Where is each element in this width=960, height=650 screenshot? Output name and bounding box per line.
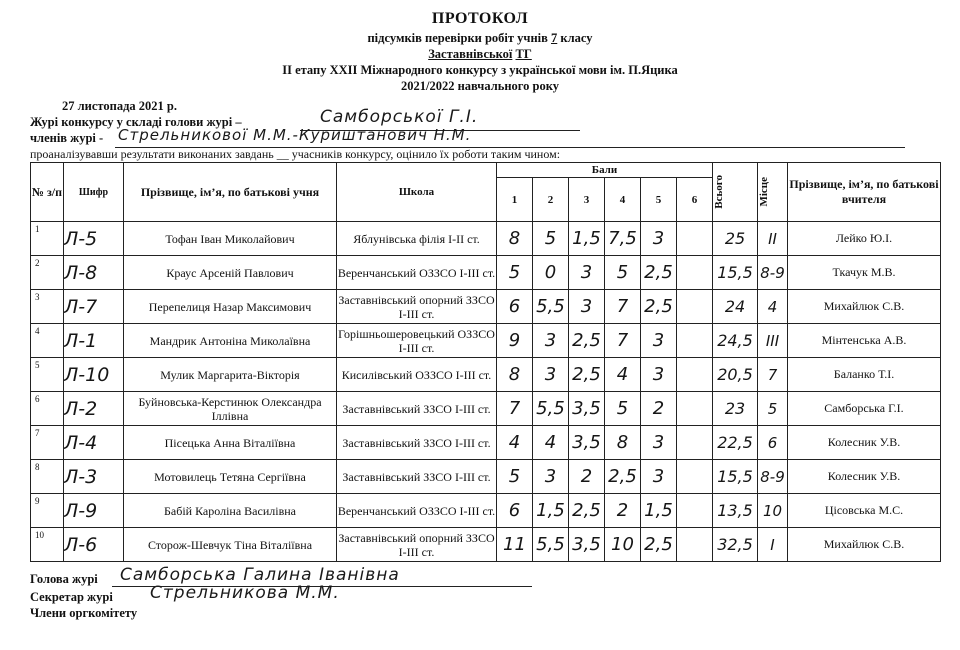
row-school: Заставнівський ЗЗСО І-ІІІ ст.: [337, 392, 497, 426]
row-score-1-value: 5: [508, 262, 521, 283]
row-number-value: 8: [35, 462, 40, 472]
row-score-4-value: 8: [616, 432, 629, 453]
table-row: [31, 324, 941, 358]
row-score-1-value: 11: [503, 534, 526, 555]
results-table-body: [31, 222, 941, 562]
row-score-1: [497, 460, 533, 494]
row-score-6: [677, 426, 713, 460]
row-total: [713, 324, 758, 358]
row-number: [31, 290, 64, 324]
row-score-3-value: 3: [580, 262, 593, 283]
header-score-2: 2: [533, 178, 569, 222]
row-cipher-value: Л-5: [64, 227, 98, 250]
header-score-5: 5: [641, 178, 677, 222]
row-cipher-value: Л-6: [64, 533, 98, 556]
row-score-6: [677, 256, 713, 290]
header-score-1: 1: [497, 178, 533, 222]
results-table: [30, 162, 941, 562]
header-score-6: 6: [677, 178, 713, 222]
row-student-name: Перепелиця Назар Максимович: [124, 290, 337, 324]
row-place: [758, 256, 788, 290]
row-place-value: 10: [762, 501, 783, 520]
row-score-3-value: 2,5: [572, 500, 601, 521]
row-place: [758, 222, 788, 256]
row-place: [758, 290, 788, 324]
row-school: Веренчанський ОЗЗСО І-ІІІ ст.: [337, 494, 497, 528]
protocol-date: 27 листопада 2021 р.: [62, 99, 177, 113]
row-score-5-value: 2,5: [644, 262, 673, 283]
row-student-name: Мандрик Антоніна Миколаївна: [124, 324, 337, 358]
community-line: [0, 47, 960, 62]
row-score-1: [497, 290, 533, 324]
row-score-4: [605, 222, 641, 256]
table-row: [31, 222, 941, 256]
row-number: [31, 256, 64, 290]
row-score-3-value: 2,5: [572, 330, 601, 351]
row-score-2: [533, 256, 569, 290]
contest-stage: ІІ етапу ХХІІ Міжнародного конкурсу з української мови ім. П.Яцика: [282, 63, 678, 77]
row-score-3-value: 2: [580, 466, 593, 487]
row-score-1-value: 8: [508, 364, 521, 385]
row-score-4-value: 4: [616, 364, 629, 385]
row-total: [713, 528, 758, 562]
row-place-value: 8-9: [760, 263, 785, 282]
row-score-2-value: 0: [544, 262, 557, 283]
row-score-4: [605, 494, 641, 528]
row-score-5: [641, 460, 677, 494]
row-score-3: [569, 256, 605, 290]
row-score-3: [569, 460, 605, 494]
row-number: [31, 324, 64, 358]
subtitle-suffix: класу: [560, 31, 593, 45]
row-score-5: [641, 290, 677, 324]
row-score-1-value: 9: [508, 330, 521, 351]
row-school: Кисилівський ОЗЗСО І-ІІІ ст.: [337, 358, 497, 392]
row-score-4-value: 5: [616, 398, 629, 419]
row-teacher: Ткачук М.В.: [788, 256, 941, 290]
table-row: [31, 392, 941, 426]
row-score-2-value: 5,5: [536, 398, 565, 419]
row-student-name: Бабій Кароліна Василівна: [124, 494, 337, 528]
row-number-value: 5: [35, 360, 40, 370]
row-score-4: [605, 392, 641, 426]
row-place-value: 8-9: [760, 467, 785, 486]
row-score-5-value: 2,5: [644, 534, 673, 555]
row-score-3-value: 1,5: [572, 228, 601, 249]
row-total-value: 25: [724, 229, 746, 248]
table-row: [31, 290, 941, 324]
row-score-2-value: 1,5: [536, 500, 565, 521]
table-row: [31, 358, 941, 392]
row-total: [713, 392, 758, 426]
row-score-5: [641, 528, 677, 562]
row-score-1: [497, 256, 533, 290]
row-number-value: 4: [35, 326, 40, 336]
row-score-3-value: 2,5: [572, 364, 601, 385]
row-total-value: 20,5: [717, 365, 753, 384]
row-score-4: [605, 426, 641, 460]
row-number-value: 1: [35, 224, 40, 234]
row-cipher: [64, 222, 124, 256]
row-place: [758, 494, 788, 528]
row-score-2: [533, 426, 569, 460]
row-score-5-value: 2: [652, 398, 665, 419]
row-score-1-value: 8: [508, 228, 521, 249]
row-teacher: Цісовська М.С.: [788, 494, 941, 528]
row-score-4-value: 10: [611, 534, 634, 555]
row-cipher: [64, 528, 124, 562]
row-score-4: [605, 324, 641, 358]
row-score-1: [497, 426, 533, 460]
header-scores: Бали: [497, 163, 713, 178]
row-number: [31, 494, 64, 528]
row-cipher: [64, 290, 124, 324]
row-school: Веренчанський ОЗЗСО І-ІІІ ст.: [337, 256, 497, 290]
row-total-value: 13,5: [717, 501, 753, 520]
row-teacher: Михайлюк С.В.: [788, 290, 941, 324]
row-score-3: [569, 494, 605, 528]
document-title: ПРОТОКОЛ: [431, 10, 529, 27]
row-place: [758, 358, 788, 392]
row-score-5-value: 3: [652, 364, 665, 385]
row-teacher: Самборська Г.І.: [788, 392, 941, 426]
row-school: Горішньошеровецький ОЗЗСО І-ІІІ ст.: [337, 324, 497, 358]
header-place-label: Місце: [758, 177, 770, 207]
row-score-5-value: 2,5: [644, 296, 673, 317]
row-score-3-value: 3,5: [572, 432, 601, 453]
row-score-1: [497, 528, 533, 562]
row-score-2: [533, 290, 569, 324]
row-score-1: [497, 494, 533, 528]
row-place: [758, 528, 788, 562]
row-school: Заставнівський ЗЗСО І-ІІІ ст.: [337, 460, 497, 494]
row-score-1-value: 6: [508, 500, 521, 521]
row-score-6: [677, 324, 713, 358]
row-number-value: 2: [35, 258, 40, 268]
footer-head-label: Голова журі: [30, 572, 98, 586]
row-cipher: [64, 256, 124, 290]
row-score-4-value: 7: [616, 330, 629, 351]
academic-year: 2021/2022 навчального року: [400, 79, 560, 93]
row-cipher-value: Л-2: [64, 397, 98, 420]
row-number: [31, 358, 64, 392]
row-place: [758, 460, 788, 494]
footer-head-handwriting: Самборська Галина Іванівна: [120, 565, 400, 585]
row-number: [31, 392, 64, 426]
row-total-value: 15,5: [717, 467, 753, 486]
table-row: [31, 528, 941, 562]
table-row: [31, 460, 941, 494]
row-score-1-value: 4: [508, 432, 521, 453]
row-score-5: [641, 426, 677, 460]
row-student-name: Краус Арсеній Павлович: [124, 256, 337, 290]
row-cipher-value: Л-1: [64, 329, 98, 352]
row-score-4: [605, 460, 641, 494]
row-score-5-value: 3: [652, 466, 665, 487]
row-cipher-value: Л-4: [64, 431, 98, 454]
header-score-4: 4: [605, 178, 641, 222]
row-score-5: [641, 222, 677, 256]
row-cipher: [64, 460, 124, 494]
row-score-4-value: 7,5: [608, 228, 637, 249]
row-score-5-value: 3: [652, 432, 665, 453]
row-score-2: [533, 222, 569, 256]
row-cipher-value: Л-9: [64, 499, 98, 522]
row-total-value: 24,5: [717, 331, 753, 350]
row-score-3: [569, 290, 605, 324]
row-teacher: Мінтенська А.В.: [788, 324, 941, 358]
row-score-2: [533, 324, 569, 358]
row-score-5-value: 3: [652, 228, 665, 249]
row-score-6: [677, 392, 713, 426]
row-score-3-value: 3,5: [572, 398, 601, 419]
row-score-5: [641, 256, 677, 290]
row-student-name: Буйновська-Керстинюк Олександра Іллівна: [124, 392, 337, 426]
row-score-3: [569, 392, 605, 426]
row-total-value: 23: [724, 399, 746, 418]
row-score-2: [533, 528, 569, 562]
header-student: Прізвище, ім’я, по батькові учня: [124, 163, 337, 222]
row-number: [31, 426, 64, 460]
row-score-3: [569, 426, 605, 460]
row-cipher: [64, 358, 124, 392]
row-score-1: [497, 324, 533, 358]
row-score-2-value: 3: [544, 364, 557, 385]
row-score-5: [641, 392, 677, 426]
subtitle-prefix: підсумків перевірки робіт учнів: [367, 31, 548, 45]
header-cipher: Шифр: [64, 163, 124, 222]
row-score-6: [677, 358, 713, 392]
row-total-value: 15,5: [717, 263, 753, 282]
jury-head-label: Журі конкурсу у складі голови журі –: [30, 115, 242, 129]
row-place-value: І: [770, 535, 775, 554]
row-score-6: [677, 460, 713, 494]
row-score-1-value: 6: [508, 296, 521, 317]
row-student-name: Тофан Іван Миколайович: [124, 222, 337, 256]
row-score-4-value: 5: [616, 262, 629, 283]
table-row: [31, 494, 941, 528]
row-student-name: Мулик Маргарита-Вікторія: [124, 358, 337, 392]
row-total: [713, 460, 758, 494]
row-score-3: [569, 324, 605, 358]
row-score-2: [533, 392, 569, 426]
row-student-name: Сторож-Шевчук Тіна Віталіївна: [124, 528, 337, 562]
table-row: [31, 426, 941, 460]
row-student-name: Мотовилець Тетяна Сергіївна: [124, 460, 337, 494]
community-name: Заставнівської: [428, 47, 513, 61]
community-suffix: ТГ: [515, 47, 532, 61]
row-score-4: [605, 256, 641, 290]
row-school: Заставнівський опорний ЗЗСО І-ІІІ ст.: [337, 290, 497, 324]
row-total: [713, 494, 758, 528]
row-score-1: [497, 222, 533, 256]
row-score-5-value: 3: [652, 330, 665, 351]
row-cipher-value: Л-10: [64, 363, 110, 386]
row-total: [713, 256, 758, 290]
row-score-2-value: 4: [544, 432, 557, 453]
row-place-value: ІІІ: [765, 331, 780, 350]
row-school: Заставнівський ЗЗСО І-ІІІ ст.: [337, 426, 497, 460]
row-cipher: [64, 392, 124, 426]
row-total: [713, 358, 758, 392]
row-score-2: [533, 494, 569, 528]
row-score-1-value: 7: [508, 398, 521, 419]
row-score-3: [569, 222, 605, 256]
row-score-6: [677, 494, 713, 528]
row-number-value: 10: [35, 530, 44, 540]
row-place-value: 5: [767, 399, 778, 418]
row-total: [713, 290, 758, 324]
footer-secretary-handwriting: Стрельникова М.М.: [150, 583, 340, 603]
row-score-2-value: 5,5: [536, 534, 565, 555]
row-cipher-value: Л-7: [64, 295, 98, 318]
row-number: [31, 222, 64, 256]
table-row: [31, 256, 941, 290]
row-total-value: 32,5: [717, 535, 753, 554]
row-cipher: [64, 494, 124, 528]
header-num: № з/п: [31, 163, 64, 222]
row-score-5: [641, 358, 677, 392]
row-score-1: [497, 358, 533, 392]
row-number: [31, 528, 64, 562]
row-school: Яблунівська філія І-ІІ ст.: [337, 222, 497, 256]
row-teacher: Михайлюк С.В.: [788, 528, 941, 562]
row-score-3: [569, 358, 605, 392]
header-teacher: Прізвище, ім’я, по батькові вчителя: [788, 163, 941, 222]
row-score-4-value: 7: [616, 296, 629, 317]
row-cipher-value: Л-8: [64, 261, 98, 284]
row-score-6: [677, 222, 713, 256]
row-score-3: [569, 528, 605, 562]
row-cipher-value: Л-3: [64, 465, 98, 488]
row-number-value: 9: [35, 496, 40, 506]
jury-head-handwriting: Самборської Г.І.: [320, 107, 479, 127]
row-score-5-value: 1,5: [644, 500, 673, 521]
row-score-4: [605, 358, 641, 392]
row-score-4: [605, 528, 641, 562]
row-score-6: [677, 290, 713, 324]
row-place: [758, 392, 788, 426]
row-number-value: 3: [35, 292, 40, 302]
row-cipher: [64, 426, 124, 460]
grade-value: 7: [551, 31, 558, 45]
header-total: [713, 163, 758, 222]
document-subtitle: [0, 31, 960, 46]
row-score-6: [677, 528, 713, 562]
row-score-2-value: 3: [544, 466, 557, 487]
row-number: [31, 460, 64, 494]
header-score-3: 3: [569, 178, 605, 222]
row-cipher: [64, 324, 124, 358]
header-school: Школа: [337, 163, 497, 222]
row-student-name: Пісецька Анна Віталіївна: [124, 426, 337, 460]
row-teacher: Колесник У.В.: [788, 426, 941, 460]
row-place-value: 7: [767, 365, 778, 384]
row-score-4-value: 2: [616, 500, 629, 521]
jury-members-label: членів журі -: [30, 131, 104, 145]
row-number-value: 7: [35, 428, 40, 438]
row-number-value: 6: [35, 394, 40, 404]
row-total-value: 22,5: [717, 433, 753, 452]
row-score-1-value: 5: [508, 466, 521, 487]
row-score-4-value: 2,5: [608, 466, 637, 487]
row-score-4: [605, 290, 641, 324]
row-score-3-value: 3: [580, 296, 593, 317]
row-teacher: Лейко Ю.І.: [788, 222, 941, 256]
footer-secretary-label: Секретар журі: [30, 590, 113, 604]
header-place: [758, 163, 788, 222]
row-place: [758, 324, 788, 358]
row-place-value: 6: [767, 433, 778, 452]
row-total: [713, 222, 758, 256]
jury-members-handwriting: Стрельникової М.М.-Куриштанович Н.М.: [118, 126, 472, 144]
row-score-2-value: 5,5: [536, 296, 565, 317]
row-score-5: [641, 494, 677, 528]
row-score-2-value: 5: [544, 228, 557, 249]
row-place: [758, 426, 788, 460]
row-teacher: Колесник У.В.: [788, 460, 941, 494]
row-place-value: 4: [767, 297, 778, 316]
row-teacher: Баланко Т.І.: [788, 358, 941, 392]
row-score-2: [533, 358, 569, 392]
row-place-value: ІІ: [768, 229, 777, 248]
row-score-3-value: 3,5: [572, 534, 601, 555]
row-score-5: [641, 324, 677, 358]
footer-committee-label: Члени оргкомітету: [30, 606, 138, 620]
row-total: [713, 426, 758, 460]
analysis-text: проаналізувавши результати виконаних завдань __ учасників конкурсу, оцінило їх роботи таким чином:: [30, 147, 561, 161]
row-score-1: [497, 392, 533, 426]
row-score-2: [533, 460, 569, 494]
row-score-2-value: 3: [544, 330, 557, 351]
header-total-label: Всього: [713, 175, 725, 209]
row-total-value: 24: [724, 297, 746, 316]
row-school: Заставнівський опорний ЗЗСО І-ІІІ ст.: [337, 528, 497, 562]
